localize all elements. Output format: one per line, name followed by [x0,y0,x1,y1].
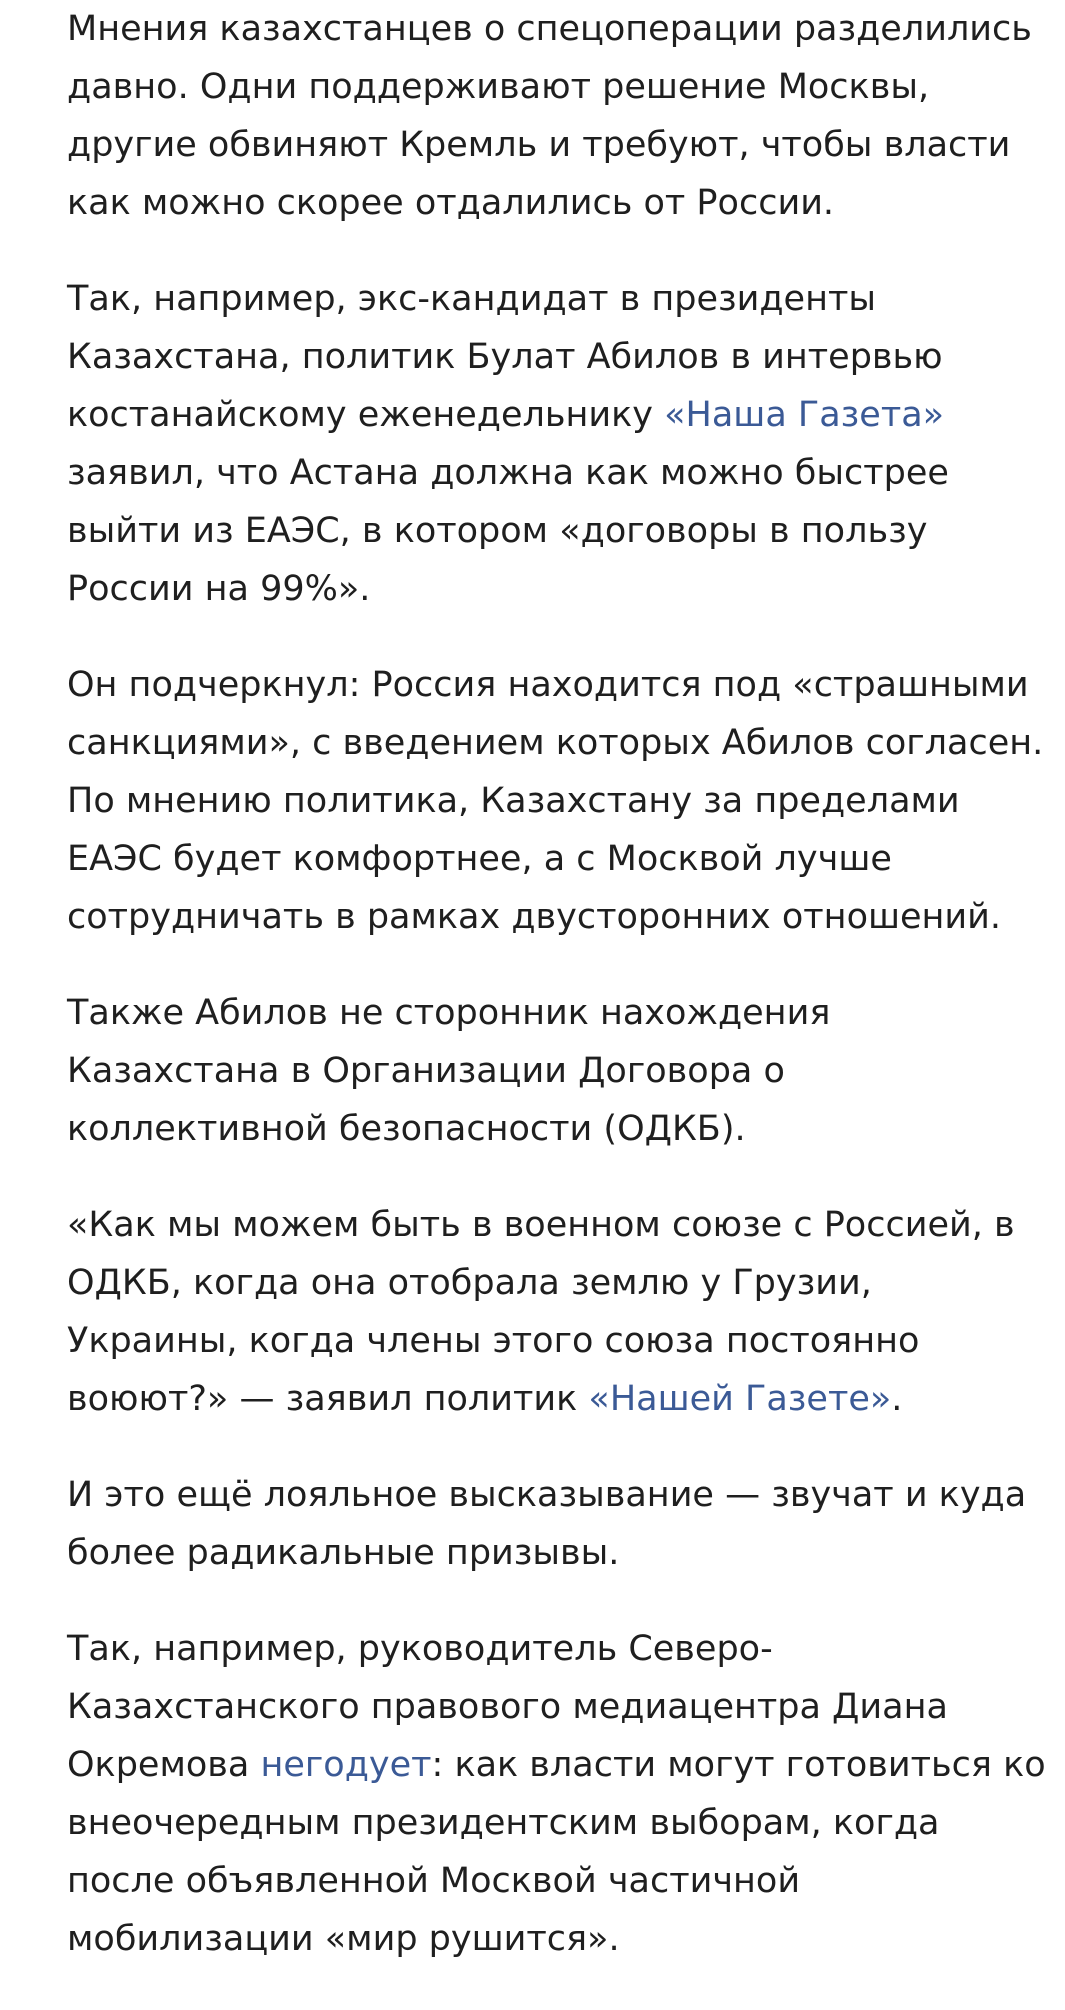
paragraph-3-text: Он подчеркнул: Россия находится под «страшными санкциями», с введением которых Абилов согласен. По мнению политика, Казахстану за пределами ЕАЭС будет комфортнее, а с Москвой лучше сотрудничать в рамках двусторонних отношений. [67,665,1044,937]
paragraph-5-text-after: . [891,1379,903,1419]
paragraph-6 [67,1466,1047,1582]
paragraph-4 [67,984,1047,1158]
article-body [67,0,1047,1968]
link-negoduet[interactable]: негодует [260,1745,432,1785]
paragraph-5 [67,1196,1047,1428]
paragraph-2 [67,270,1047,618]
paragraph-4-text: Также Абилов не сторонник нахождения Казахстана в Организации Договора о коллективной безопасности (ОДКБ). [67,993,831,1149]
paragraph-3 [67,656,1047,946]
paragraph-1 [67,0,1047,232]
paragraph-6-text: И это ещё лояльное высказывание — звучат и куда более радикальные призывы. [67,1475,1027,1573]
paragraph-7-text-before: Так, например, руководитель Северо-Казахстанского правового медиацентра Диана Окремова [67,1629,948,1785]
link-nashey-gazete[interactable]: «Нашей Газете» [588,1379,892,1419]
paragraph-7 [67,1620,1047,1968]
paragraph-2-text-after: заявил, что Астана должна как можно быстрее выйти из ЕАЭС, в котором «договоры в пользу России на 99%». [67,453,949,609]
paragraph-5-text-before: «Как мы можем быть в военном союзе с Россией, в ОДКБ, когда она отобрала землю у Грузии, Украины, когда члены этого союза постоянно воюют?» — заявил политик [67,1205,1015,1419]
paragraph-7-text-after: : как власти могут готовиться ко внеочередным президентским выборам, когда после объявленной Москвой частичной мобилизации «мир рушится». [67,1745,1046,1959]
paragraph-2-text-before: Так, например, экс-кандидат в президенты Казахстана, политик Булат Абилов в интервью костанайскому еженедельнику [67,279,943,435]
paragraph-1-text: Мнения казахстанцев о спецоперации разделились давно. Одни поддерживают решение Москвы, другие обвиняют Кремль и требуют, чтобы власти как можно скорее отдалились от России. [67,9,1032,223]
link-nasha-gazeta[interactable]: «Наша Газета» [664,395,945,435]
